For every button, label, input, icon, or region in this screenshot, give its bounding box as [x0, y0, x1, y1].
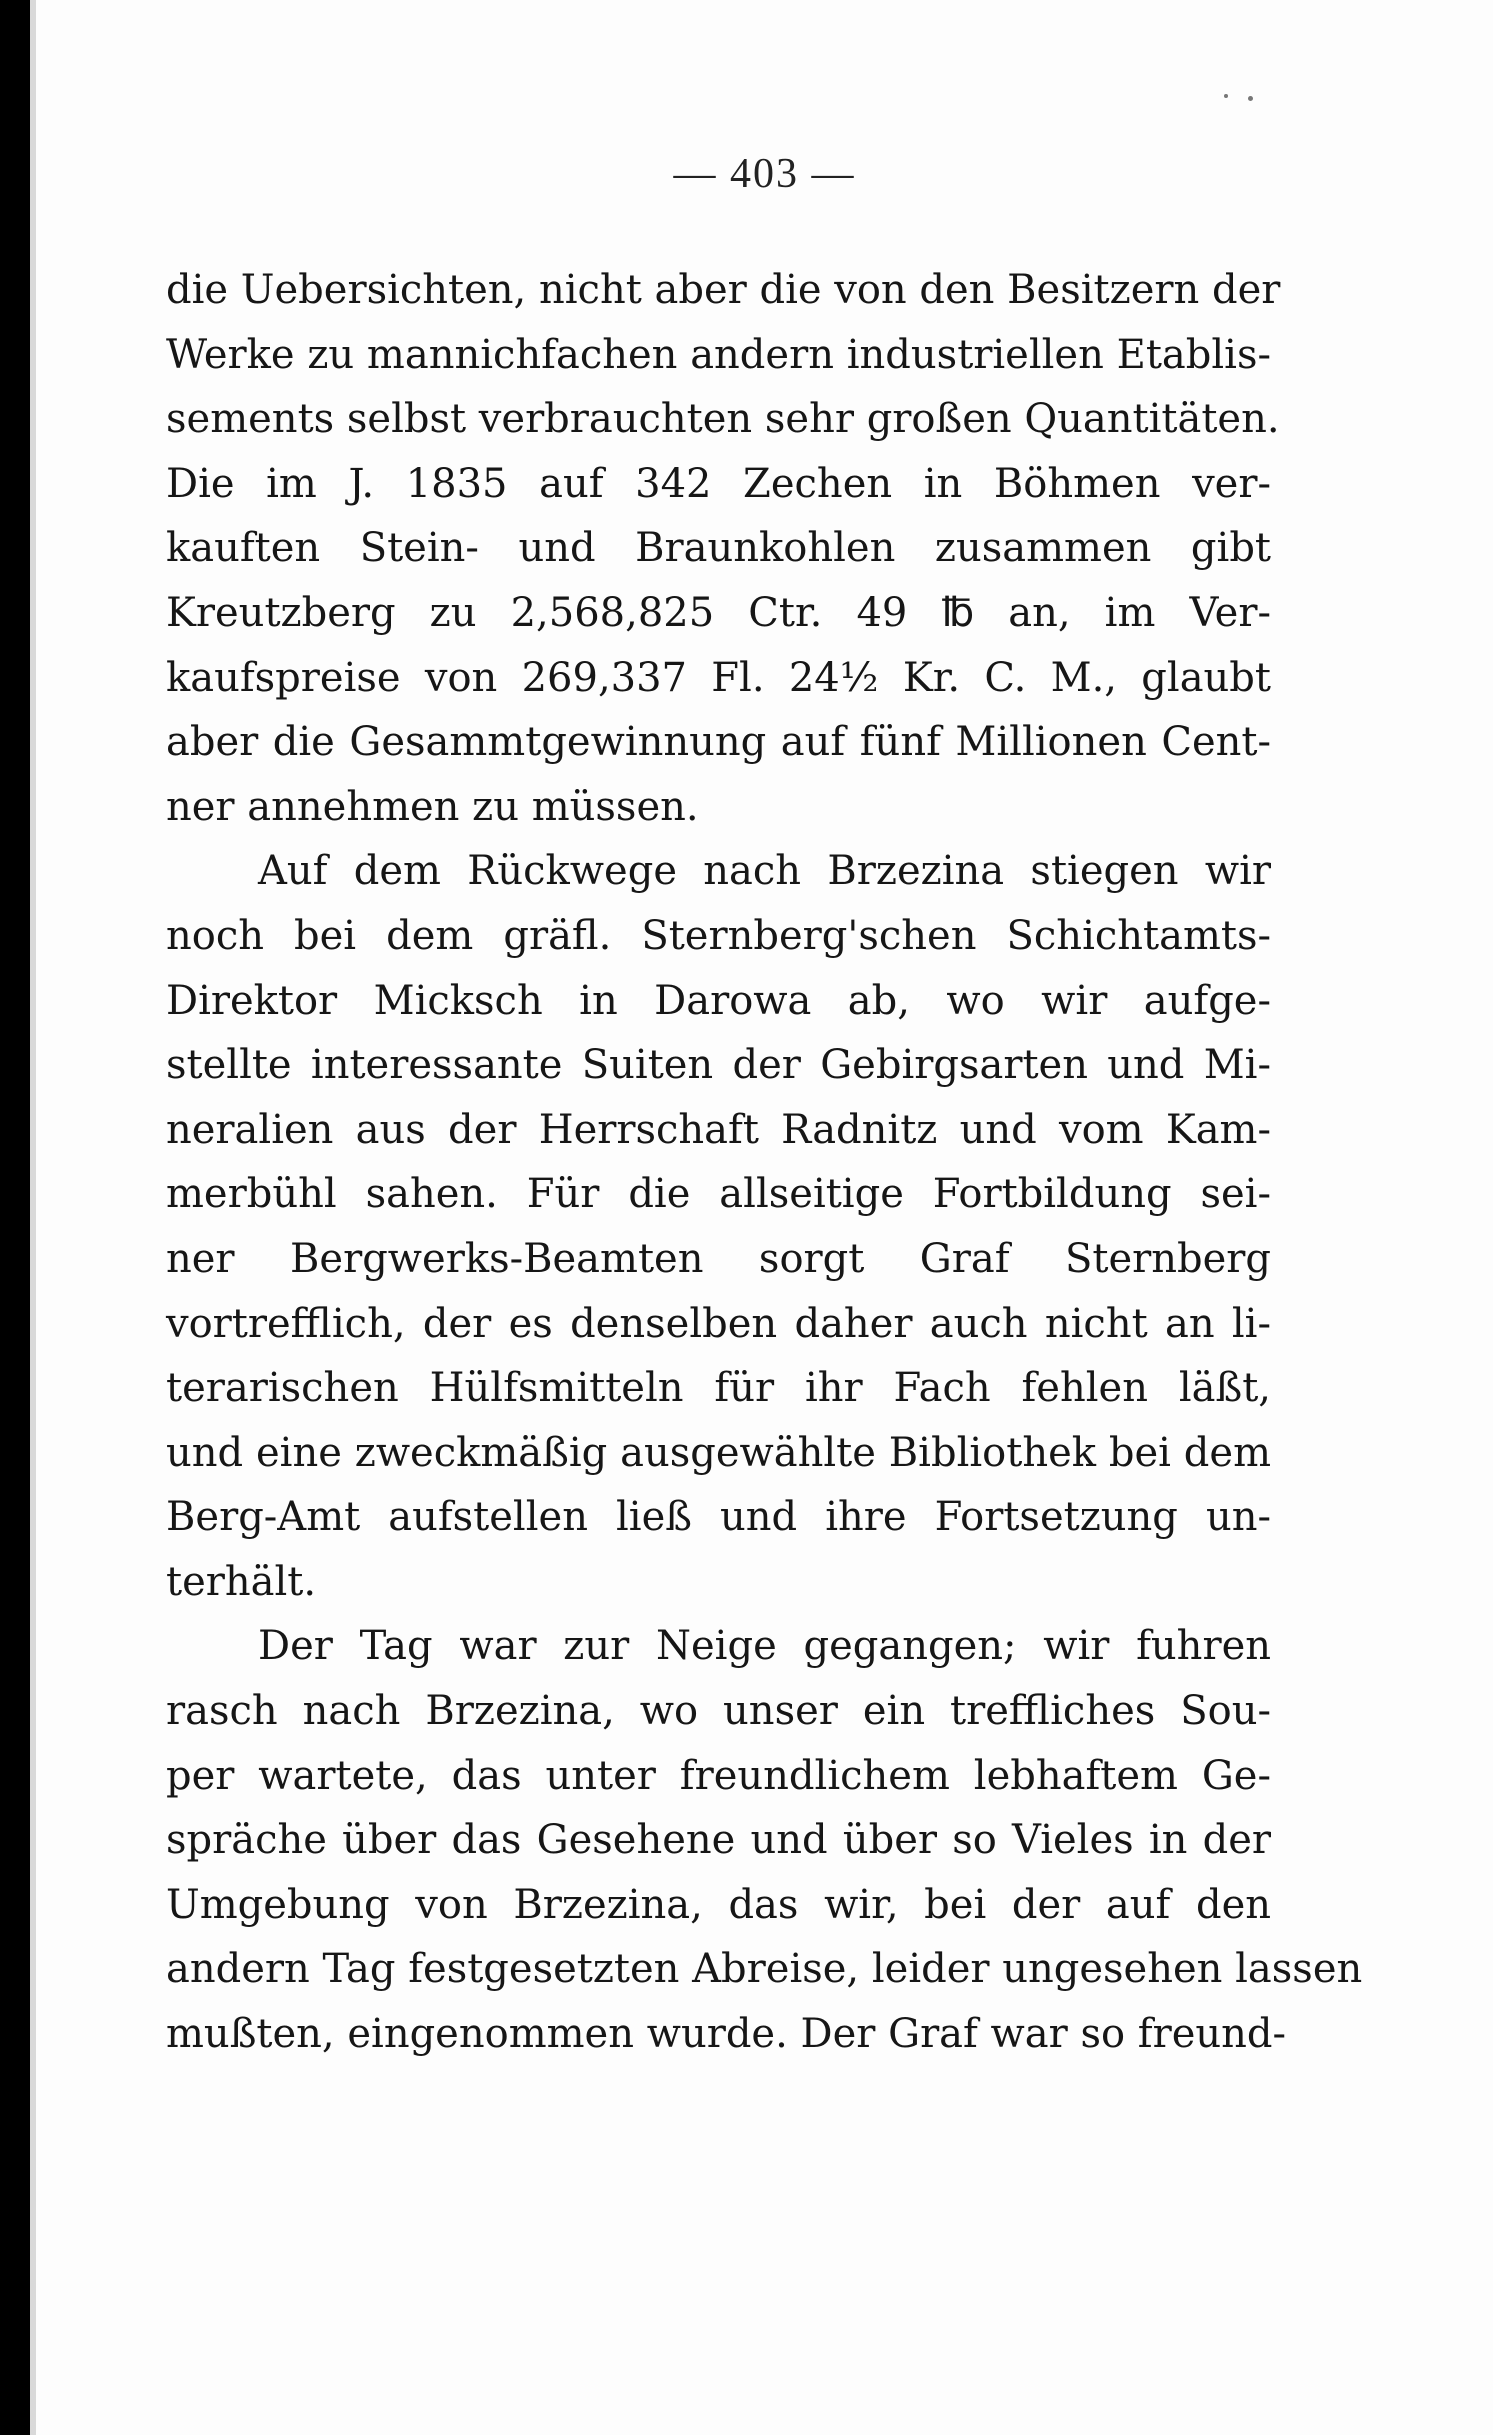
text-line: merbühl sahen. Für die allseitige Fortbildung sei-: [166, 1171, 1271, 1218]
text-line: aber die Gesammtgewinnung auf fünf Millionen Cent-: [166, 719, 1271, 766]
text-line: terarischen Hülfsmitteln für ihr Fach fehlen läßt,: [166, 1365, 1271, 1412]
text-line: die Uebersichten, nicht aber die von den Besitzern der: [166, 267, 1281, 313]
text-line: kauften Stein- und Braunkohlen zusammen gibt: [166, 525, 1271, 572]
page-sheet: [36, 0, 1493, 2435]
text-line: Kreutzberg zu 2,568,825 Ctr. 49 ℔ an, im Ver-: [166, 589, 1271, 636]
text-line: noch bei dem gräfl. Sternberg'schen Schichtamts-: [166, 912, 1271, 959]
text-line: kaufspreise von 269,337 Fl. 24½ Kr. C. M., glaubt: [166, 654, 1271, 701]
text-line: neralien aus der Herrschaft Radnitz und vom Kam-: [166, 1106, 1271, 1153]
text-line: ner annehmen zu müssen.: [166, 783, 699, 830]
paragraph: [166, 258, 1281, 839]
scan-border: [0, 0, 30, 2435]
text-line: rasch nach Brzezina, wo unser ein treffliches Sou-: [166, 1688, 1271, 1735]
text-line: Die im J. 1835 auf 342 Zechen in Böhmen ver-: [166, 460, 1271, 507]
text-line: ner Bergwerks-Beamten sorgt Graf Sternberg: [166, 1235, 1271, 1282]
paragraph: [166, 1614, 1363, 2066]
text-line: Auf dem Rückwege nach Brzezina stiegen wir: [258, 848, 1271, 895]
text-line: per wartete, das unter freundlichem lebhaftem Ge-: [166, 1752, 1271, 1799]
text-line: Der Tag war zur Neige gegangen; wir fuhren: [258, 1623, 1271, 1670]
text-line: mußten, eingenommen wurde. Der Graf war so freund-: [166, 2011, 1287, 2058]
text-line: andern Tag festgesetzten Abreise, leider ungesehen lassen: [166, 1946, 1363, 1993]
text-line: und eine zweckmäßig ausgewählte Bibliothek bei dem: [166, 1429, 1271, 1476]
text-line: stellte interessante Suiten der Gebirgsarten und Mi-: [166, 1042, 1271, 1089]
text-line: Werke zu mannichfachen andern industriellen Etablis-: [166, 331, 1271, 378]
text-line: Berg-Amt aufstellen ließ und ihre Fortsetzung un-: [166, 1494, 1271, 1541]
body-text: [166, 258, 1363, 2067]
text-line: terhält.: [166, 1558, 317, 1605]
dust-speck: [1224, 94, 1228, 98]
text-line: Umgebung von Brzezina, das wir, bei der auf den: [166, 1881, 1271, 1928]
text-line: sements selbst verbrauchten sehr großen Quantitäten.: [166, 396, 1280, 443]
dust-speck: [1248, 96, 1253, 101]
paragraph: [166, 839, 1271, 1614]
text-line: spräche über das Gesehene und über so Vieles in der: [166, 1817, 1271, 1864]
text-line: Direktor Micksch in Darowa ab, wo wir aufge-: [166, 977, 1271, 1024]
text-line: vortrefflich, der es denselben daher auch nicht an li-: [166, 1300, 1271, 1347]
page-number-header: — 403 —: [673, 151, 856, 197]
